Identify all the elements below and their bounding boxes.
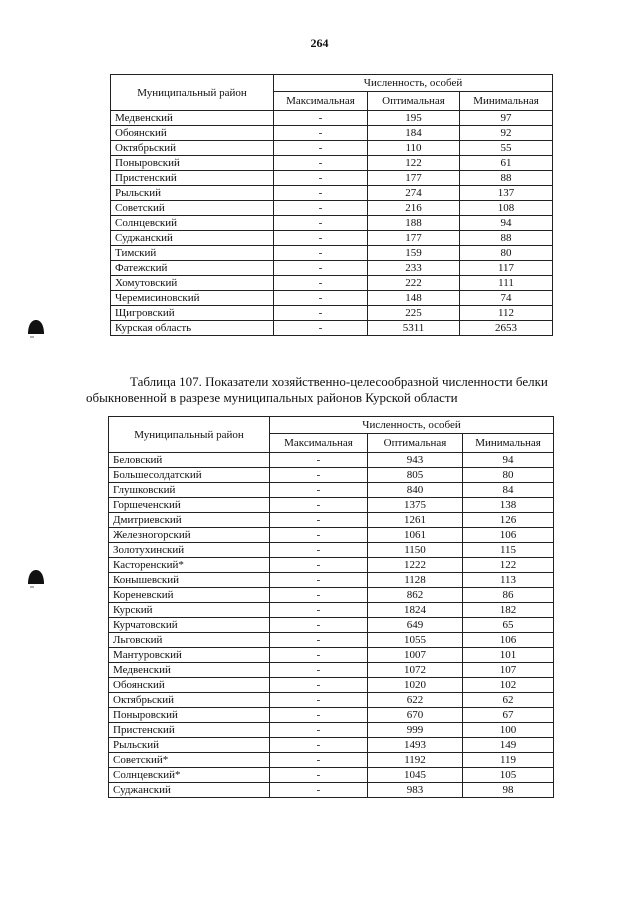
min-cell: 107 xyxy=(463,663,554,678)
max-cell: - xyxy=(270,513,368,528)
max-cell: - xyxy=(274,141,368,156)
opt-cell: 943 xyxy=(368,453,463,468)
table-row xyxy=(109,483,554,498)
min-cell: 126 xyxy=(463,513,554,528)
min-cell: 74 xyxy=(460,291,553,306)
district-cell: Курский xyxy=(109,603,270,618)
max-cell: - xyxy=(270,453,368,468)
opt-cell: 159 xyxy=(368,246,460,261)
max-cell: - xyxy=(274,111,368,126)
table-row xyxy=(109,588,554,603)
min-cell: 65 xyxy=(463,618,554,633)
max-cell: - xyxy=(274,291,368,306)
table-row xyxy=(111,186,553,201)
opt-cell: 188 xyxy=(368,216,460,231)
max-cell: - xyxy=(270,588,368,603)
max-cell: - xyxy=(274,306,368,321)
min-cell: 105 xyxy=(463,768,554,783)
district-cell: Солнцевский xyxy=(111,216,274,231)
opt-cell: 184 xyxy=(368,126,460,141)
min-cell: 62 xyxy=(463,693,554,708)
district-cell: Кореневский xyxy=(109,588,270,603)
min-cell: 80 xyxy=(460,246,553,261)
district-cell: Железногорский xyxy=(109,528,270,543)
opt-cell: 274 xyxy=(368,186,460,201)
min-cell: 80 xyxy=(463,468,554,483)
district-header-label: Муниципальный район xyxy=(134,428,244,441)
max-cell: - xyxy=(270,558,368,573)
max-cell: - xyxy=(270,783,368,798)
opt-cell: 1222 xyxy=(368,558,463,573)
table-row xyxy=(109,678,554,693)
min-cell: 106 xyxy=(463,633,554,648)
district-header-label: Муниципальный район xyxy=(137,86,247,99)
opt-cell: 1007 xyxy=(368,648,463,663)
max-cell: - xyxy=(274,126,368,141)
table-row xyxy=(109,543,554,558)
table-row xyxy=(109,723,554,738)
table-row xyxy=(109,528,554,543)
opt-cell: 670 xyxy=(368,708,463,723)
opt-cell: 999 xyxy=(368,723,463,738)
district-cell: Солнцевский* xyxy=(109,768,270,783)
district-cell: Советский* xyxy=(109,753,270,768)
min-cell: 101 xyxy=(463,648,554,663)
opt-cell: 1375 xyxy=(368,498,463,513)
table-row xyxy=(109,513,554,528)
table-row xyxy=(109,663,554,678)
max-cell: - xyxy=(274,321,368,336)
max-cell: - xyxy=(270,648,368,663)
district-cell: Поныровский xyxy=(109,708,270,723)
table-row xyxy=(109,708,554,723)
opt-cell: 148 xyxy=(368,291,460,306)
max-cell: - xyxy=(270,468,368,483)
opt-header: Оптимальная xyxy=(368,434,463,453)
opt-cell: 649 xyxy=(368,618,463,633)
opt-cell: 5311 xyxy=(368,321,460,336)
table-row xyxy=(111,231,553,246)
table-row xyxy=(111,171,553,186)
district-cell: Обоянский xyxy=(109,678,270,693)
max-cell: - xyxy=(274,231,368,246)
binder-hole-icon xyxy=(26,566,46,590)
min-cell: 92 xyxy=(460,126,553,141)
district-cell: Октябрьский xyxy=(109,693,270,708)
max-cell: - xyxy=(270,573,368,588)
min-cell: 138 xyxy=(463,498,554,513)
district-cell: Беловский xyxy=(109,453,270,468)
table-row xyxy=(111,156,553,171)
opt-cell: 122 xyxy=(368,156,460,171)
table-row xyxy=(109,618,554,633)
table-row xyxy=(109,453,554,468)
min-cell: 88 xyxy=(460,171,553,186)
table-row xyxy=(111,291,553,306)
opt-cell: 983 xyxy=(368,783,463,798)
district-cell: Рыльский xyxy=(111,186,274,201)
max-cell: - xyxy=(270,483,368,498)
min-cell: 98 xyxy=(463,783,554,798)
table-row xyxy=(109,648,554,663)
table-row xyxy=(109,738,554,753)
min-cell: 113 xyxy=(463,573,554,588)
opt-cell: 177 xyxy=(368,231,460,246)
min-cell: 137 xyxy=(460,186,553,201)
min-cell: 100 xyxy=(463,723,554,738)
opt-cell: 225 xyxy=(368,306,460,321)
district-cell: Льговский xyxy=(109,633,270,648)
opt-cell: 1150 xyxy=(368,543,463,558)
table-row xyxy=(109,753,554,768)
page-number: 264 xyxy=(310,36,329,50)
min-cell: 112 xyxy=(460,306,553,321)
max-cell: - xyxy=(270,768,368,783)
district-header xyxy=(111,75,274,111)
district-cell: Обоянский xyxy=(111,126,274,141)
district-cell: Большесолдатский xyxy=(109,468,270,483)
table-row xyxy=(109,468,554,483)
max-cell: - xyxy=(270,738,368,753)
table-row xyxy=(109,558,554,573)
opt-cell: 233 xyxy=(368,261,460,276)
max-cell: - xyxy=(270,618,368,633)
min-cell: 88 xyxy=(460,231,553,246)
min-cell: 108 xyxy=(460,201,553,216)
max-cell: - xyxy=(270,723,368,738)
table-row xyxy=(109,768,554,783)
max-cell: - xyxy=(274,201,368,216)
table-row xyxy=(109,783,554,798)
min-cell: 117 xyxy=(460,261,553,276)
district-cell: Тимский xyxy=(111,246,274,261)
opt-cell: 862 xyxy=(368,588,463,603)
district-cell: Рыльский xyxy=(109,738,270,753)
district-cell: Курская область xyxy=(111,321,274,336)
max-cell: - xyxy=(274,261,368,276)
opt-cell: 1192 xyxy=(368,753,463,768)
min-header: Минимальная xyxy=(460,92,553,111)
min-cell: 84 xyxy=(463,483,554,498)
min-cell: 111 xyxy=(460,276,553,291)
district-cell: Золотухинский xyxy=(109,543,270,558)
district-cell: Черемисиновский xyxy=(111,291,274,306)
district-cell: Медвенский xyxy=(109,663,270,678)
district-cell: Щигровский xyxy=(111,306,274,321)
district-cell: Мантуровский xyxy=(109,648,270,663)
opt-cell: 1824 xyxy=(368,603,463,618)
max-cell: - xyxy=(270,663,368,678)
min-cell: 2653 xyxy=(460,321,553,336)
opt-cell: 216 xyxy=(368,201,460,216)
max-cell: - xyxy=(274,216,368,231)
max-cell: - xyxy=(270,498,368,513)
max-cell: - xyxy=(270,633,368,648)
district-cell: Касторенский* xyxy=(109,558,270,573)
district-cell: Горшеченский xyxy=(109,498,270,513)
table-caption xyxy=(86,374,566,406)
opt-cell: 222 xyxy=(368,276,460,291)
district-cell: Суджанский xyxy=(111,231,274,246)
min-cell: 119 xyxy=(463,753,554,768)
opt-cell: 805 xyxy=(368,468,463,483)
district-cell: Суджанский xyxy=(109,783,270,798)
max-cell: - xyxy=(270,678,368,693)
max-cell: - xyxy=(274,186,368,201)
max-cell: - xyxy=(270,543,368,558)
min-cell: 94 xyxy=(463,453,554,468)
table-row xyxy=(111,141,553,156)
population-table-bottom xyxy=(108,416,554,798)
district-cell: Глушковский xyxy=(109,483,270,498)
district-cell: Октябрьский xyxy=(111,141,274,156)
table-row xyxy=(111,261,553,276)
table-row xyxy=(109,603,554,618)
table-row xyxy=(109,633,554,648)
min-cell: 182 xyxy=(463,603,554,618)
caption-line-1: Таблица 107. Показатели хозяйственно-целесообразной численности белки xyxy=(130,374,548,389)
opt-cell: 1020 xyxy=(368,678,463,693)
table-row xyxy=(111,216,553,231)
opt-cell: 1055 xyxy=(368,633,463,648)
max-cell: - xyxy=(274,156,368,171)
min-cell: 149 xyxy=(463,738,554,753)
opt-cell: 110 xyxy=(368,141,460,156)
count-group-header: Численность, особей xyxy=(274,75,553,92)
max-cell: - xyxy=(270,708,368,723)
caption-line-2: обыкновенной в разрезе муниципальных районов Курской области xyxy=(86,390,458,405)
opt-cell: 1061 xyxy=(368,528,463,543)
min-cell: 122 xyxy=(463,558,554,573)
district-cell: Конышевский xyxy=(109,573,270,588)
table-row xyxy=(111,276,553,291)
min-cell: 94 xyxy=(460,216,553,231)
opt-cell: 1493 xyxy=(368,738,463,753)
table-row xyxy=(109,693,554,708)
opt-cell: 195 xyxy=(368,111,460,126)
district-cell: Поныровский xyxy=(111,156,274,171)
max-cell: - xyxy=(270,753,368,768)
min-header: Минимальная xyxy=(463,434,554,453)
min-cell: 106 xyxy=(463,528,554,543)
min-cell: 61 xyxy=(460,156,553,171)
table-row xyxy=(111,306,553,321)
table-row xyxy=(109,498,554,513)
table-row xyxy=(109,573,554,588)
district-cell: Фатежский xyxy=(111,261,274,276)
max-header: Максимальная xyxy=(270,434,368,453)
district-cell: Советский xyxy=(111,201,274,216)
max-cell: - xyxy=(274,246,368,261)
opt-cell: 177 xyxy=(368,171,460,186)
opt-cell: 1072 xyxy=(368,663,463,678)
district-cell: Медвенский xyxy=(111,111,274,126)
max-cell: - xyxy=(274,171,368,186)
district-cell: Курчатовский xyxy=(109,618,270,633)
opt-cell: 1045 xyxy=(368,768,463,783)
district-cell: Хомутовский xyxy=(111,276,274,291)
min-cell: 55 xyxy=(460,141,553,156)
population-table-top xyxy=(110,74,553,336)
district-cell: Пристенский xyxy=(111,171,274,186)
max-cell: - xyxy=(270,603,368,618)
max-cell: - xyxy=(270,693,368,708)
max-cell: - xyxy=(274,276,368,291)
min-cell: 102 xyxy=(463,678,554,693)
min-cell: 97 xyxy=(460,111,553,126)
opt-cell: 840 xyxy=(368,483,463,498)
table-row xyxy=(111,111,553,126)
binder-hole-icon xyxy=(26,316,46,340)
max-cell: - xyxy=(270,528,368,543)
min-cell: 86 xyxy=(463,588,554,603)
table-row xyxy=(111,321,553,336)
district-header xyxy=(109,417,270,453)
min-cell: 67 xyxy=(463,708,554,723)
opt-header: Оптимальная xyxy=(368,92,460,111)
opt-cell: 1261 xyxy=(368,513,463,528)
table-row xyxy=(111,246,553,261)
district-cell: Дмитриевский xyxy=(109,513,270,528)
opt-cell: 622 xyxy=(368,693,463,708)
min-cell: 115 xyxy=(463,543,554,558)
count-group-header: Численность, особей xyxy=(270,417,554,434)
opt-cell: 1128 xyxy=(368,573,463,588)
table-row xyxy=(111,201,553,216)
district-cell: Пристенский xyxy=(109,723,270,738)
max-header: Максимальная xyxy=(274,92,368,111)
table-row xyxy=(111,126,553,141)
